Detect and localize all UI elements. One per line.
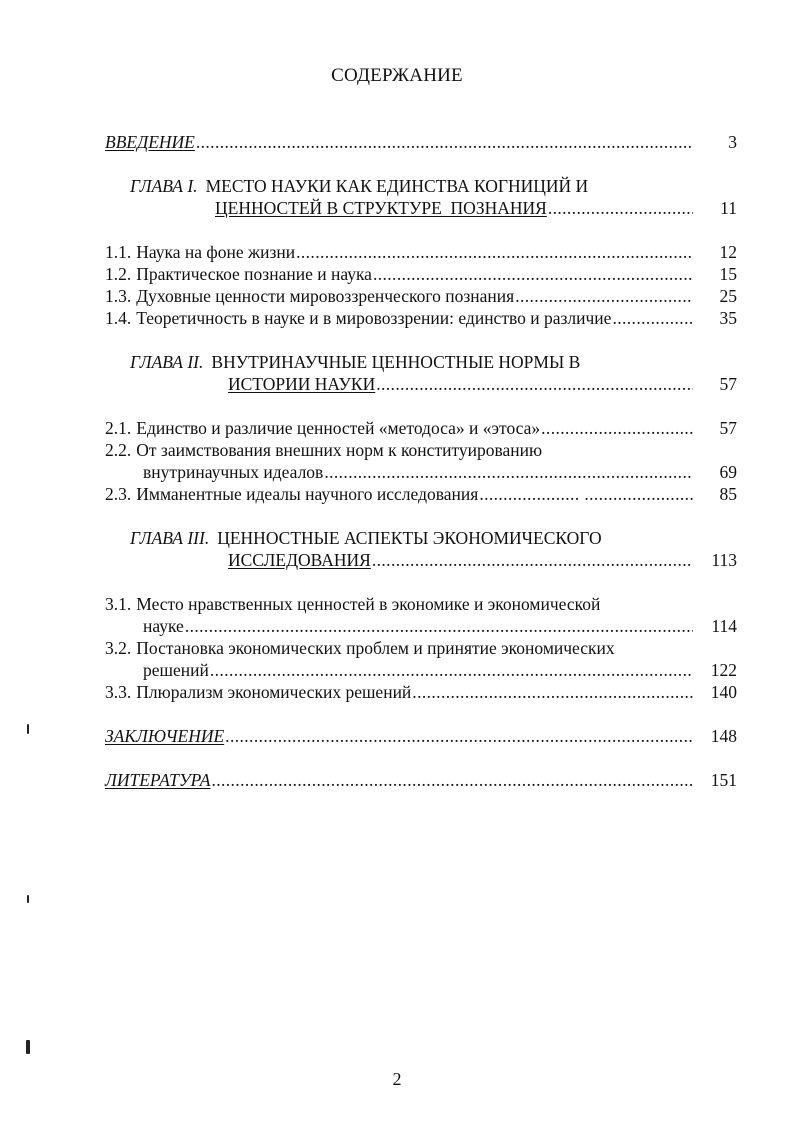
toc-intro-label: ВВЕДЕНИЕ — [105, 132, 195, 152]
section-title-continuation: науке — [143, 616, 184, 636]
section-page: 140 — [710, 682, 737, 702]
section-number: 3.3. — [105, 682, 132, 702]
toc-section-2-1[interactable] — [105, 417, 737, 439]
leader-dots — [612, 307, 693, 329]
toc-literature-label: ЛИТЕРАТУРА — [105, 770, 211, 790]
section-page: 85 — [719, 484, 737, 504]
toc-section-3-2-cont[interactable] — [143, 659, 737, 681]
section-title: Единство и различие ценностей «методоса» и «этоса» — [136, 418, 541, 438]
chapter-1-title-line1: МЕСТО НАУКИ КАК ЕДИНСТВА КОГНИЦИЙ И — [205, 176, 589, 196]
leader-dots — [210, 659, 693, 681]
leader-dots — [373, 263, 693, 285]
toc-section-3-2[interactable] — [105, 637, 737, 659]
chapter-2-title-line2: ИСТОРИИ НАУКИ — [228, 374, 376, 394]
toc-section-2-3[interactable] — [105, 483, 737, 505]
section-page: 35 — [719, 308, 737, 328]
section-number: 2.3. — [105, 484, 132, 504]
scan-speck — [27, 895, 29, 903]
chapter-3-page: 113 — [711, 550, 737, 570]
chapter-3-title-line2: ИССЛЕДОВАНИЯ — [228, 550, 371, 570]
toc-chapter-1-heading[interactable] — [130, 175, 737, 197]
toc-conclusion-label: ЗАКЛЮЧЕНИЕ — [105, 726, 225, 746]
chapter-2-title-line1: ВНУТРИНАУЧНЫЕ ЦЕННОСТНЫЕ НОРМЫ В — [211, 352, 581, 372]
toc-chapter-1[interactable] — [215, 197, 737, 219]
chapter-2-prefix: ГЛАВА II. — [130, 352, 204, 372]
leader-dots — [225, 725, 693, 747]
section-title: Теоретичность в науке и в мировоззрении: единство и различие — [136, 308, 612, 328]
toc-section-3-3[interactable] — [105, 681, 737, 703]
section-title: От заимствования внешних норм к конституированию — [136, 440, 543, 460]
leader-dots — [548, 197, 693, 219]
leader-dots — [541, 417, 693, 439]
leader-dots — [372, 549, 693, 571]
leader-dots — [324, 461, 693, 483]
section-title: Место нравственных ценностей в экономике и экономической — [136, 594, 601, 614]
chapter-3-title-line1: ЦЕННОСТНЫЕ АСПЕКТЫ ЭКОНОМИЧЕСКОГО — [217, 528, 602, 548]
section-number: 2.1. — [105, 418, 132, 438]
toc-conclusion-page: 148 — [710, 726, 737, 746]
section-page: 114 — [711, 616, 737, 636]
toc-chapter-3-heading[interactable] — [130, 527, 737, 549]
section-number: 1.1. — [105, 242, 132, 262]
chapter-1-title-line2: ЦЕННОСТЕЙ В СТРУКТУРЕ ПОЗНАНИЯ — [215, 198, 547, 218]
section-number: 2.2. — [105, 440, 132, 460]
leader-dots — [196, 131, 693, 153]
section-title: Плюрализм экономических решений — [136, 682, 412, 702]
section-number: 3.2. — [105, 638, 132, 658]
section-page: 69 — [719, 462, 737, 482]
section-title: Имманентные идеалы научного исследования — [136, 484, 479, 504]
section-page: 122 — [710, 660, 737, 680]
scan-speck — [26, 1040, 30, 1054]
toc-section-3-1[interactable] — [105, 593, 737, 615]
toc-literature[interactable] — [105, 769, 737, 791]
toc-section-2-2-cont[interactable] — [143, 461, 737, 483]
scan-speck — [27, 724, 29, 734]
toc-section-3-1-cont[interactable] — [143, 615, 737, 637]
section-page: 25 — [719, 286, 737, 306]
toc-section-1-1[interactable] — [105, 241, 737, 263]
section-title: Постановка экономических проблем и принятие экономических — [136, 638, 615, 658]
leader-dots — [296, 241, 693, 263]
toc-conclusion[interactable] — [105, 725, 737, 747]
section-title-continuation: внутринаучных идеалов — [143, 462, 324, 482]
toc-chapter-2-heading[interactable] — [130, 351, 737, 373]
section-title: Практическое познание и наука — [136, 264, 372, 284]
section-title: Духовные ценности мировоззренческого познания — [136, 286, 515, 306]
chapter-3-prefix: ГЛАВА III. — [130, 528, 210, 548]
toc-section-1-2[interactable] — [105, 263, 737, 285]
leader-dots — [479, 483, 693, 505]
section-page: 15 — [719, 264, 737, 284]
leader-dots — [376, 373, 693, 395]
section-title-continuation: решений — [143, 660, 209, 680]
section-page: 12 — [719, 242, 737, 262]
leader-dots — [515, 285, 693, 307]
toc-section-1-3[interactable] — [105, 285, 737, 307]
toc-chapter-2[interactable] — [228, 373, 737, 395]
toc-intro-page: 3 — [728, 132, 737, 152]
section-title: Наука на фоне жизни — [136, 242, 296, 262]
section-number: 3.1. — [105, 594, 132, 614]
leader-dots — [412, 681, 693, 703]
toc-section-2-2[interactable] — [105, 439, 737, 461]
chapter-1-prefix: ГЛАВА I. — [130, 176, 198, 196]
section-number: 1.4. — [105, 308, 132, 328]
toc-section-1-4[interactable] — [105, 307, 737, 329]
page-title: СОДЕРЖАНИЕ — [331, 65, 463, 86]
section-page: 57 — [719, 418, 737, 438]
toc-chapter-3[interactable] — [228, 549, 737, 571]
leader-dots — [185, 615, 693, 637]
chapter-1-page: 11 — [720, 198, 737, 218]
page-number: 2 — [392, 1069, 402, 1089]
toc-intro[interactable] — [105, 131, 737, 153]
chapter-2-page: 57 — [719, 374, 737, 394]
section-number: 1.3. — [105, 286, 132, 306]
section-number: 1.2. — [105, 264, 132, 284]
leader-dots — [211, 769, 693, 791]
toc-literature-page: 151 — [710, 770, 737, 790]
